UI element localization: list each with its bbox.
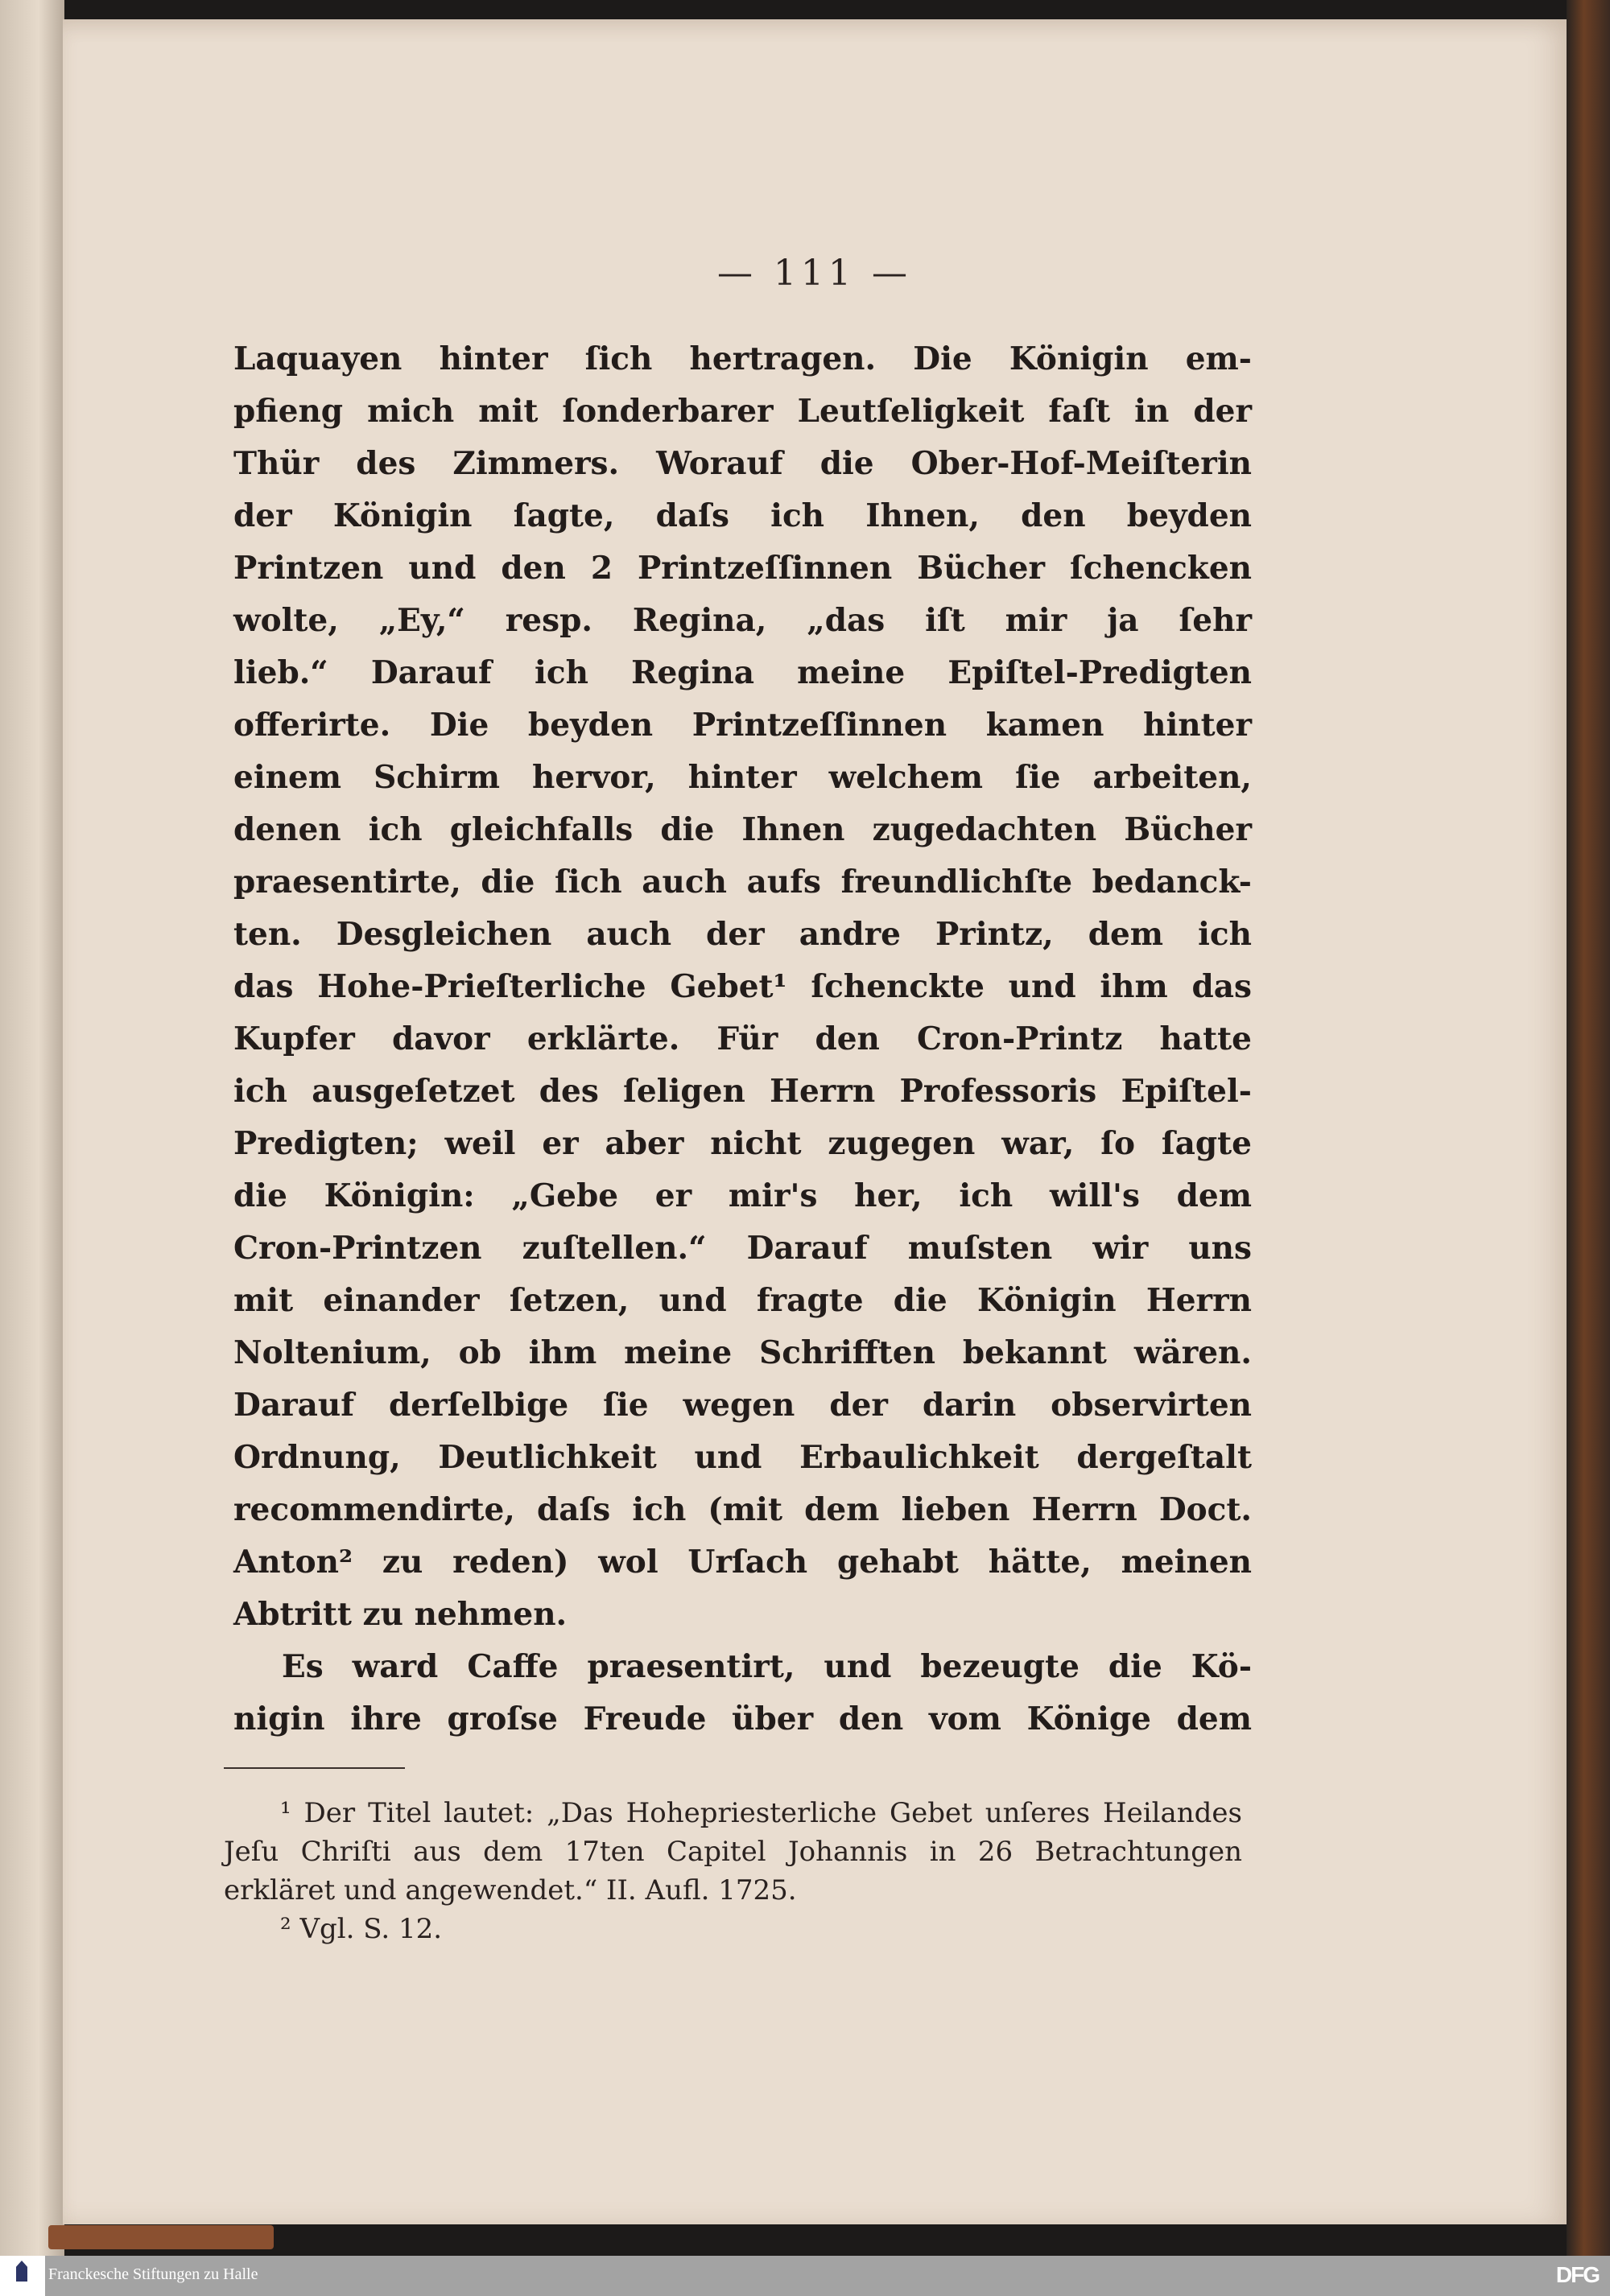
footnote-divider: [224, 1767, 405, 1769]
text-line: ich ausgeſetzet des ſeligen Herrn Professoris Epiſtel-: [233, 1073, 1252, 1110]
book-cover-corner: [48, 2225, 274, 2249]
text-line: einem Schirm hervor, hinter welchem ſie arbeiten,: [233, 759, 1252, 796]
text-line: Es ward Caffe praesentirt, und bezeugte die Kö-: [282, 1648, 1252, 1685]
footnote-1-line: Jeſu Chriſti aus dem 17ten Capitel Johannis in 26 Betrachtungen: [224, 1836, 1242, 1868]
page-number: — 111 —: [717, 253, 912, 294]
text-line: denen ich gleichfalls die Ihnen zugedachten Bücher: [233, 811, 1252, 848]
text-line: das Hohe-Prieſterliche Gebet¹ ſchenckte und ihm das: [233, 968, 1252, 1005]
book-spine-left: [0, 0, 64, 2256]
text-line: Thür des Zimmers. Worauf die Ober-Hof-Meiſterin: [233, 445, 1252, 482]
text-line: Predigten; weil er aber nicht zugegen war, ſo ſagte: [233, 1125, 1252, 1162]
dfg-logo[interactable]: DFG: [1555, 2262, 1599, 2287]
book-cover-right: [1567, 0, 1610, 2256]
institution-name[interactable]: Franckesche Stiftungen zu Halle: [48, 2265, 258, 2283]
text-line: recommendirte, daſs ich (mit dem lieben Herrn Doct.: [233, 1491, 1252, 1528]
text-line: lieb.“ Darauf ich Regina meine Epiſtel-Predigten: [233, 654, 1252, 691]
text-line: der Königin ſagte, daſs ich Ihnen, den beyden: [233, 497, 1252, 534]
text-line: offerirte. Die beyden Printzeſſinnen kamen hinter: [233, 707, 1252, 744]
text-line: pfieng mich mit ſonderbarer Leutſeligkeit faſt in der: [233, 393, 1252, 430]
text-line: Anton² zu reden) wol Urſach gehabt hätte, meinen: [233, 1544, 1252, 1581]
text-line: nigin ihre groſse Freude über den vom Könige dem: [233, 1700, 1252, 1737]
text-line: Noltenium, ob ihm meine Schrifften bekannt wären.: [233, 1334, 1252, 1371]
text-line: ten. Desgleichen auch der andre Printz, dem ich: [233, 916, 1252, 953]
footnote-1-line: ¹ Der Titel lautet: „Das Hohepriesterliche Gebet unſeres Heilandes: [280, 1797, 1242, 1829]
text-line: Laquayen hinter ſich hertragen. Die Königin em-: [233, 340, 1252, 377]
text-line: Kupfer davor erklärte. Für den Cron-Printz hatte: [233, 1020, 1252, 1057]
footnote-1-line: erkläret und angewendet.“ II. Aufl. 1725.: [224, 1874, 797, 1906]
book-page: [63, 19, 1567, 2224]
text-line: Ordnung, Deutlichkeit und Erbaulichkeit dergeſtalt: [233, 1439, 1252, 1476]
footnotes: [224, 1794, 1242, 1948]
viewer-footer-bar: [0, 2256, 1610, 2296]
institution-logo[interactable]: [0, 2256, 45, 2296]
text-line: wolte, „Ey,“ resp. Regina, „das iſt mir ja ſehr: [233, 602, 1252, 639]
text-line: Printzen und den 2 Printzeſſinnen Bücher ſchencken: [233, 550, 1252, 587]
text-line: Cron-Printzen zuſtellen.“ Darauf muſsten wir uns: [233, 1230, 1252, 1267]
footnote-2: ² Vgl. S. 12.: [280, 1913, 443, 1945]
text-line: praesentirte, die ſich auch aufs freundlichſte bedanck-: [233, 864, 1252, 901]
text-line: Darauf derſelbige ſie wegen der darin observirten: [233, 1387, 1252, 1424]
text-line: Abtritt zu nehmen.: [233, 1596, 568, 1633]
text-line: mit einander ſetzen, und fragte die Königin Herrn: [233, 1282, 1252, 1319]
statue-logo-icon: [16, 2261, 27, 2282]
text-line: die Königin: „Gebe er mir's her, ich will's dem: [233, 1177, 1252, 1214]
body-text: [233, 333, 1252, 1746]
